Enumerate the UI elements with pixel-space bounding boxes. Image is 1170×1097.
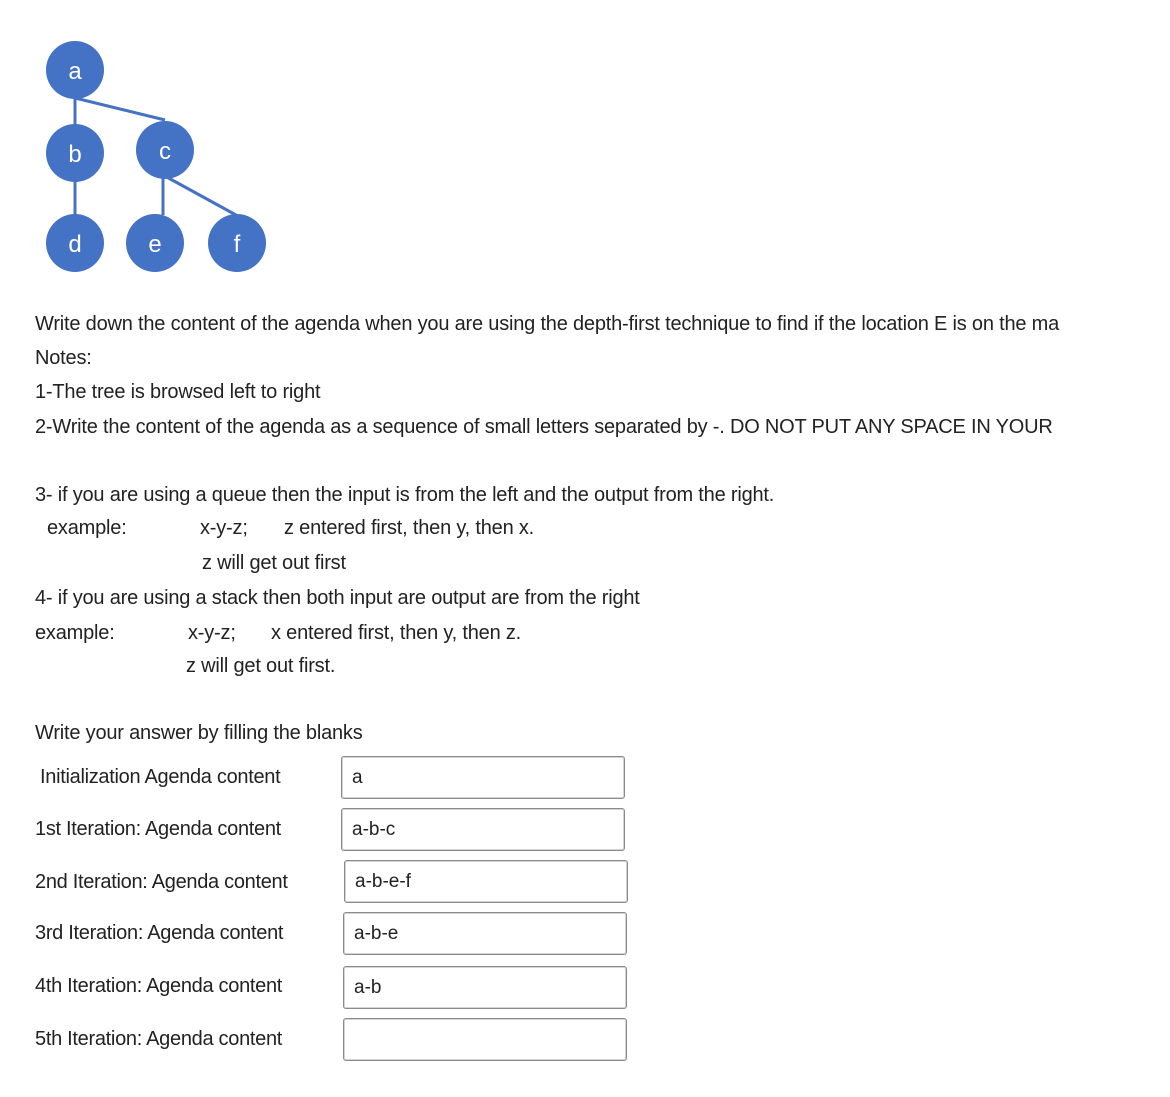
stack-example-description: x entered first, then y, then z. (271, 622, 522, 644)
notes-title: Notes: (35, 347, 92, 369)
iteration-3-label: 3rd Iteration: Agenda content (35, 922, 284, 944)
stack-example-output: z will get out first. (186, 655, 336, 677)
iteration-3-answer-input[interactable] (343, 912, 627, 955)
tree-svg (0, 0, 300, 300)
iteration-1-label: 1st Iteration: Agenda content (35, 818, 281, 840)
iteration-5-answer-input[interactable] (343, 1018, 627, 1061)
tree-node-e (126, 214, 184, 272)
note-2: 2-Write the content of the agenda as a sequence of small letters separated by -. DO NOT PUT ANY SPACE IN YOUR (35, 416, 1053, 438)
tree-node-a-label: a (68, 58, 82, 85)
iteration-4-answer-input[interactable] (343, 966, 627, 1009)
edge-a-c (75, 98, 165, 120)
initialization-answer-input[interactable] (341, 756, 625, 799)
queue-example-description: z entered first, then y, then x. (284, 517, 535, 539)
question-prompt: Write down the content of the agenda when you are using the depth-first technique to find if the location E is on the ma (35, 313, 1060, 335)
stack-example-sequence: x-y-z; (188, 622, 236, 644)
queue-example-label: example: (47, 517, 127, 539)
queue-example-output: z will get out first (202, 552, 346, 574)
tree-node-f-label: f (233, 231, 241, 258)
iteration-2-answer-input[interactable] (344, 860, 628, 903)
initialization-label: Initialization Agenda content (40, 766, 281, 788)
tree-node-a (46, 41, 104, 99)
stack-example-label: example: (35, 622, 115, 644)
edge-c-f (163, 175, 236, 215)
iteration-5-label: 5th Iteration: Agenda content (35, 1028, 283, 1050)
iteration-4-label: 4th Iteration: Agenda content (35, 975, 283, 997)
tree-node-c-label: c (159, 138, 171, 165)
note-4: 4- if you are using a stack then both input are output are from the right (35, 587, 640, 609)
tree-diagram (0, 0, 300, 300)
answer-section-title: Write your answer by filling the blanks (35, 722, 363, 744)
tree-node-e-label: e (148, 231, 162, 258)
note-1: 1-The tree is browsed left to right (35, 381, 321, 403)
tree-node-c (136, 121, 194, 179)
tree-node-d (46, 214, 104, 272)
iteration-1-answer-input[interactable] (341, 808, 625, 851)
tree-node-b-label: b (68, 141, 82, 168)
iteration-2-label: 2nd Iteration: Agenda content (35, 871, 288, 893)
tree-node-b (46, 124, 104, 182)
tree-node-d-label: d (68, 231, 82, 258)
note-3: 3- if you are using a queue then the input is from the left and the output from the right. (35, 484, 775, 506)
queue-example-sequence: x-y-z; (200, 517, 248, 539)
tree-node-f (208, 214, 266, 272)
